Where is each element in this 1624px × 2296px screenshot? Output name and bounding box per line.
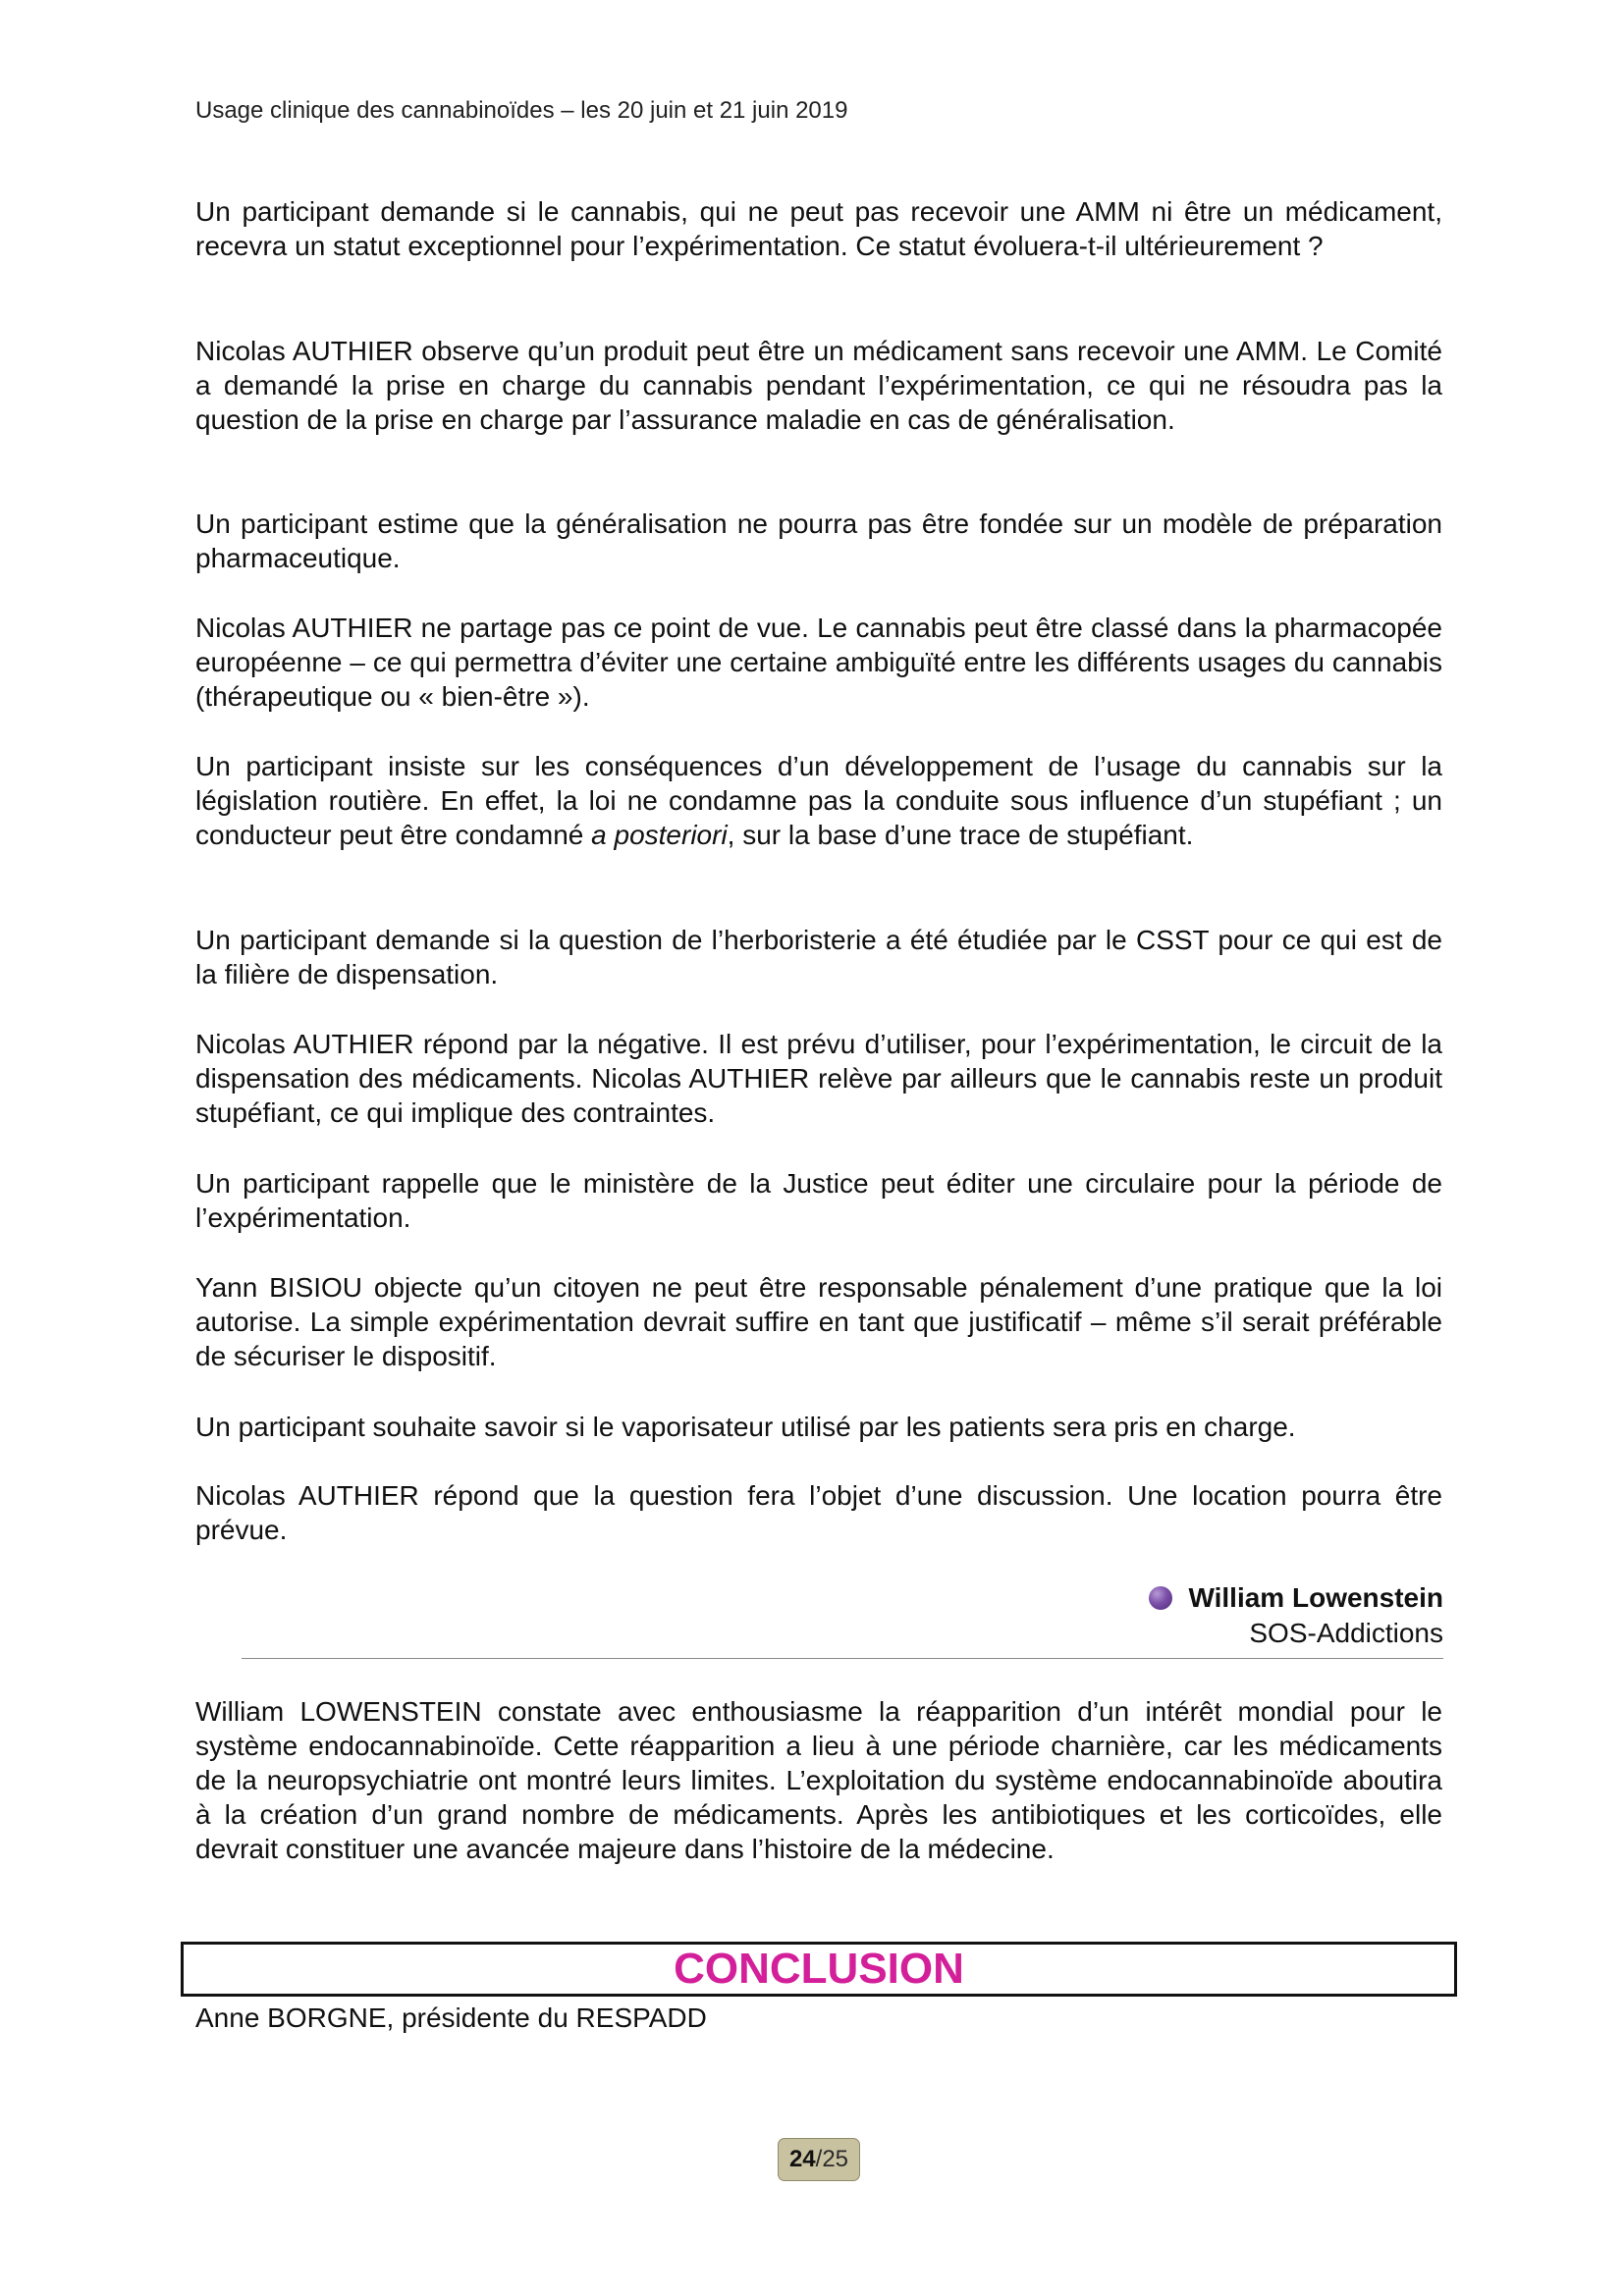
page-number-badge — [778, 2138, 860, 2181]
page-total: 25 — [822, 2146, 849, 2172]
speaker-name-row — [1149, 1580, 1443, 1616]
speaker-name: William Lowenstein — [1188, 1582, 1443, 1613]
paragraph-amm-question: Un participant demande si le cannabis, qui ne peut pas recevoir une AMM ni être un médicament, recevra un statut exceptionnel pour l’expérimentation. Ce statut évoluera-t-il ultérieurement ? — [195, 196, 1442, 261]
conclusion-speaker-line: Anne BORGNE, présidente du RESPADD — [195, 2002, 707, 2033]
page-current: 24 — [788, 2146, 816, 2172]
conclusion-heading-box — [181, 1942, 1457, 1997]
paragraph-bisiou: Yann BISIOU objecte qu’un citoyen ne peut être responsable pénalement d’une pratique que la loi autorise. La simple expérimentation devrait suffire en tant que justificatif – même s’il serait préférable de sécuriser le dispositif. — [195, 1272, 1442, 1371]
paragraph-vaporisateur: Un participant souhaite savoir si le vaporisateur utilisé par les patients sera pris en charge. — [195, 1412, 1296, 1442]
bullet-icon — [1149, 1586, 1172, 1610]
paragraph-road-text-after: , sur la base d’une trace de stupéfiant. — [727, 820, 1194, 850]
paragraph-road-text-before: Un participant insiste sur les conséquences d’un développement de l’usage du cannabis sur la législation routière. En effet, la loi ne condamne pas la conduite sous influence d’un stupéfiant ; un conducteur peut être condamné — [195, 751, 1442, 850]
page-header: Usage clinique des cannabinoïdes – les 20 juin et 21 juin 2019 — [195, 97, 848, 124]
paragraph-pharmacopee: Nicolas AUTHIER ne partage pas ce point de vue. Le cannabis peut être classé dans la pharmacopée européenne – ce qui permettra d’éviter une certaine ambiguïté entre les différents usages du cannabis (thérapeutique ou « bien-être »). — [195, 613, 1442, 712]
paragraph-location: Nicolas AUTHIER répond que la question fera l’objet d’une discussion. Une location pourra être prévue. — [195, 1480, 1442, 1545]
paragraph-legislation-routiere — [195, 749, 1442, 852]
page-separator: / — [815, 2146, 823, 2172]
paragraph-circuit-dispensation: Nicolas AUTHIER répond par la négative. Il est prévu d’utiliser, pour l’expérimentation, le circuit de la dispensation des médicaments. Nicolas AUTHIER relève par ailleurs que le cannabis reste un produit stupéfiant, ce qui implique des contraintes. — [195, 1029, 1442, 1128]
paragraph-authier-amm: Nicolas AUTHIER observe qu’un produit peut être un médicament sans recevoir une AMM. Le Comité a demandé la prise en charge du cannabis pendant l’expérimentation, ce qui ne résoudra pas la question de la prise en charge par l’assurance maladie en cas de généralisation. — [195, 336, 1442, 435]
speaker-organization: SOS-Addictions — [1249, 1618, 1443, 1648]
paragraph-herboristerie: Un participant demande si la question de l’herboristerie a été étudiée par le CSST pour ce qui est de la filière de dispensation. — [195, 925, 1442, 989]
paragraph-circulaire: Un participant rappelle que le ministère de la Justice peut éditer une circulaire pour la période de l’expérimentation. — [195, 1168, 1442, 1233]
paragraph-generalisation: Un participant estime que la généralisation ne pourra pas être fondée sur un modèle de préparation pharmaceutique. — [195, 508, 1442, 573]
paragraph-lowenstein: William LOWENSTEIN constate avec enthousiasme la réapparition d’un intérêt mondial pour le système endocannabinoïde. Cette réapparition a lieu à une période charnière, car les médicaments de la neuropsychiatrie ont montré leurs limites. L’exploitation du système endocannabinoïde aboutira à la création d’un grand nombre de médicaments. Après les antibiotiques et les corticoïdes, elle devrait constituer une avancée majeure dans l’histoire de la médecine. — [195, 1696, 1442, 1864]
paragraph-road-emphasis: a posteriori — [591, 820, 728, 850]
speaker-heading — [242, 1580, 1443, 1659]
conclusion-title: CONCLUSION — [674, 1945, 964, 1993]
